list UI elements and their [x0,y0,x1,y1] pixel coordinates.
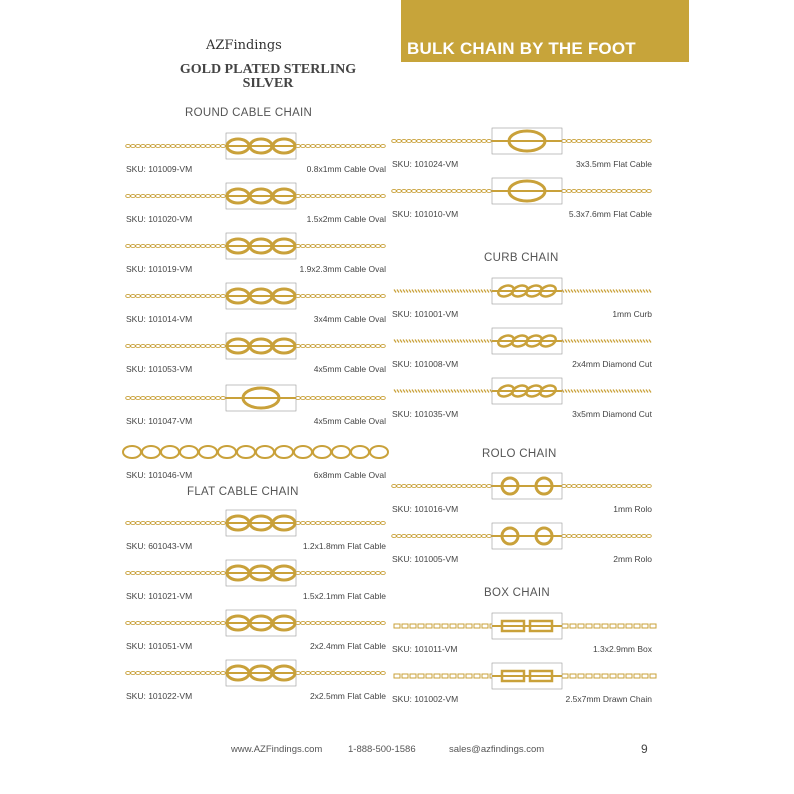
brand-logo: AZFindings [206,38,282,53]
chain-image [392,275,652,307]
chain-image [126,436,386,468]
brand-subtitle-line-1: GOLD PLATED STERLING [179,62,357,77]
product-sku: SKU: 101011-VM [392,644,458,654]
product-sku: SKU: 101020-VM [126,214,193,224]
chain-image [126,180,386,212]
product-sku: SKU: 101047-VM [126,416,193,426]
product-description: 3x5mm Diamond Cut [572,409,652,419]
product-sku: SKU: 101005-VM [392,554,459,564]
chain-product-item [392,325,652,369]
product-sku: SKU: 101035-VM [392,409,459,419]
chain-product-item [392,375,652,419]
product-description: 3x3.5mm Flat Cable [575,159,652,169]
section-title-rolo: ROLO CHAIN [482,448,557,460]
product-sku: SKU: 101016-VM [392,504,459,514]
product-description: 5.3x7.6mm Flat Cable [568,209,652,219]
product-sku: SKU: 101024-VM [392,159,459,169]
chain-image [126,382,386,414]
product-description: 1.5x2.1mm Flat Cable [302,591,386,601]
section-title-flat-cable: FLAT CABLE CHAIN [187,486,299,498]
product-sku: SKU: 101014-VM [126,314,193,324]
chain-product-item [126,330,386,374]
product-description: 1.9x2.3mm Cable Oval [299,264,386,274]
product-description: 2.5x7mm Drawn Chain [565,694,652,704]
chain-product-item [392,660,652,704]
chain-product-item [126,130,386,174]
chain-product-item [126,180,386,224]
product-description: 1mm Rolo [613,504,652,514]
product-sku: SKU: 101009-VM [126,164,193,174]
chain-product-item [392,470,652,514]
product-sku: SKU: 101022-VM [126,691,193,701]
product-sku: SKU: 101002-VM [392,694,459,704]
chain-image [392,610,652,642]
product-sku: SKU: 601043-VM [126,541,193,551]
chain-image [392,470,652,502]
footer-website[interactable]: www.AZFindings.com [231,744,323,755]
product-sku: SKU: 101001-VM [392,309,459,319]
brand-subtitle [150,63,386,91]
chain-image [126,230,386,262]
chain-image [126,507,386,539]
chain-product-item [126,607,386,651]
chain-product-item [126,230,386,274]
section-title-box: BOX CHAIN [484,587,550,599]
product-description: 3x4mm Cable Oval [313,314,386,324]
product-description: 4x5mm Cable Oval [313,416,386,426]
chain-image [392,520,652,552]
chain-image [126,280,386,312]
product-sku: SKU: 101019-VM [126,264,193,274]
section-title-curb: CURB CHAIN [484,252,559,264]
chain-product-item [392,520,652,564]
chain-product-item [392,175,652,219]
section-title-round-cable: ROUND CABLE CHAIN [185,107,313,119]
chain-image [126,607,386,639]
chain-product-item [126,557,386,601]
chain-image [126,330,386,362]
chain-image [392,375,652,407]
chain-image [126,557,386,589]
product-sku: SKU: 101053-VM [126,364,193,374]
product-description: 2mm Rolo [613,554,652,564]
chain-image [126,657,386,689]
product-description: 2x2.4mm Flat Cable [309,641,386,651]
page-number: 9 [641,742,648,756]
product-description: 0.8x1mm Cable Oval [306,164,386,174]
chain-image [392,325,652,357]
product-description: 2x4mm Diamond Cut [572,359,652,369]
banner-title: BULK CHAIN BY THE FOOT [407,39,636,58]
footer-phone: 1-888-500-1586 [348,744,416,755]
product-description: 1.3x2.9mm Box [592,644,652,654]
product-description: 4x5mm Cable Oval [313,364,386,374]
product-description: 1.2x1.8mm Flat Cable [302,541,386,551]
product-sku: SKU: 101051-VM [126,641,193,651]
chain-product-item [126,507,386,551]
brand-subtitle-line-2: SILVER [242,76,294,91]
chain-product-item [392,125,652,169]
product-sku: SKU: 101010-VM [392,209,459,219]
chain-product-item [126,382,386,426]
chain-product-item [126,657,386,701]
chain-product-item [392,275,652,319]
product-sku: SKU: 101046-VM [126,470,193,480]
chain-image [126,130,386,162]
chain-image [392,660,652,692]
footer-email[interactable]: sales@azfindings.com [449,744,545,755]
chain-image [392,175,652,207]
product-sku: SKU: 101008-VM [392,359,459,369]
product-description: 2x2.5mm Flat Cable [309,691,386,701]
chain-product-item [126,280,386,324]
chain-image [392,125,652,157]
chain-product-item [392,610,652,654]
header-banner [401,0,689,62]
chain-product-item [126,436,386,480]
product-description: 1mm Curb [612,309,652,319]
product-sku: SKU: 101021-VM [126,591,193,601]
product-description: 6x8mm Cable Oval [313,470,386,480]
product-description: 1.5x2mm Cable Oval [306,214,386,224]
